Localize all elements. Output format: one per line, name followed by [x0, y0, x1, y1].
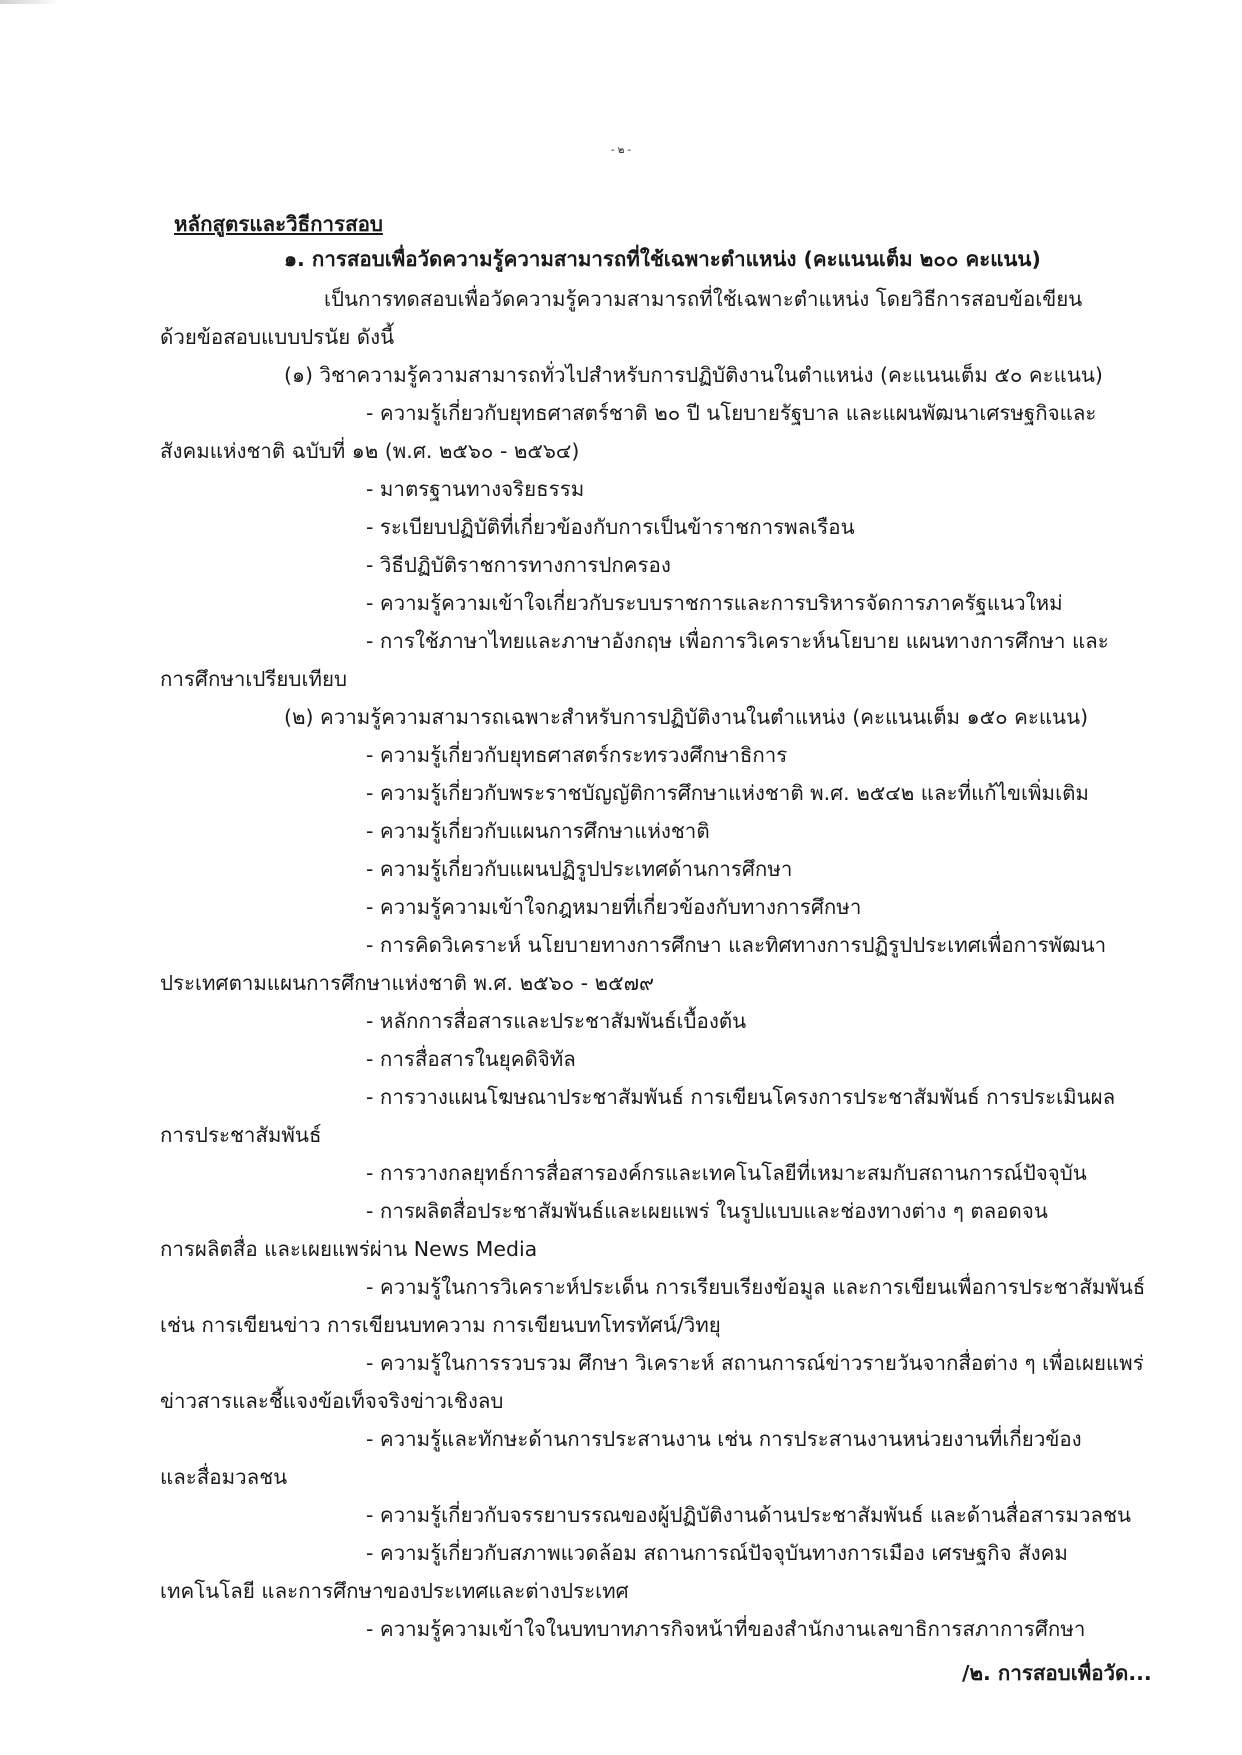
list-item-continuation: การผลิตสื่อ และเผยแพร่ผ่าน News Media: [160, 1237, 538, 1261]
list-item: - ความรู้เกี่ยวกับจรรยาบรรณของผู้ปฏิบัติงานด้านประชาสัมพันธ์ และด้านสื่อสารมวลชน: [366, 1503, 1132, 1527]
list-item-continuation: เทคโนโลยี และการศึกษาของประเทศและต่างประเทศ: [160, 1579, 629, 1603]
list-item: - ความรู้เกี่ยวกับสภาพแวดล้อม สถานการณ์ปัจจุบันทางการเมือง เศรษฐกิจ สังคม: [366, 1541, 1068, 1565]
list-item: - หลักการสื่อสารและประชาสัมพันธ์เบื้องต้น: [366, 1009, 747, 1033]
list-item: - ความรู้ความเข้าใจกฎหมายที่เกี่ยวข้องกับทางการศึกษา: [366, 895, 862, 919]
subsection-2-heading: (๒) ความรู้ความสามารถเฉพาะสำหรับการปฏิบัติงานในตำแหน่ง (คะแนนเต็ม ๑๕๐ คะแนน): [284, 705, 1089, 729]
list-item: - ความรู้เกี่ยวกับยุทธศาสตร์ชาติ ๒๐ ปี นโยบายรัฐบาล และแผนพัฒนาเศรษฐกิจและ: [366, 401, 1097, 425]
list-item: - ความรู้เกี่ยวกับแผนการศึกษาแห่งชาติ: [366, 819, 710, 843]
list-item: - การผลิตสื่อประชาสัมพันธ์และเผยแพร่ ในรูปแบบและช่องทางต่าง ๆ ตลอดจน: [366, 1199, 1048, 1223]
list-item: - การใช้ภาษาไทยและภาษาอังกฤษ เพื่อการวิเคราะห์นโยบาย แผนทางการศึกษา และ: [366, 629, 1109, 653]
list-item: - ความรู้ในการรวบรวม ศึกษา วิเคราะห์ สถานการณ์ข่าวรายวันจากสื่อต่าง ๆ เพื่อเผยแพร่: [366, 1351, 1144, 1375]
list-item: - ความรู้ในการวิเคราะห์ประเด็น การเรียบเรียงข้อมูล และการเขียนเพื่อการประชาสัมพันธ์: [366, 1275, 1146, 1299]
list-item: - ระเบียบปฏิบัติที่เกี่ยวข้องกับการเป็นข้าราชการพลเรือน: [366, 515, 855, 539]
list-item: - การวางแผนโฆษณาประชาสัมพันธ์ การเขียนโครงการประชาสัมพันธ์ การประเมินผล: [366, 1085, 1116, 1109]
list-item: - การสื่อสารในยุคดิจิทัล: [366, 1047, 576, 1071]
list-item: - การคิดวิเคราะห์ นโยบายทางการศึกษา และทิศทางการปฏิรูปประเทศเพื่อการพัฒนา: [366, 933, 1107, 957]
list-item-continuation: การศึกษาเปรียบเทียบ: [160, 667, 347, 691]
intro-line-2: ด้วยข้อสอบแบบปรนัย ดังนี้: [160, 325, 395, 349]
list-item-continuation: และสื่อมวลชน: [160, 1465, 288, 1489]
intro-line-1: เป็นการทดสอบเพื่อวัดความรู้ความสามารถที่ใช้เฉพาะตำแหน่ง โดยวิธีการสอบข้อเขียน: [324, 287, 1083, 311]
section-1-heading: ๑. การสอบเพื่อวัดความรู้ความสามารถที่ใช้เฉพาะตำแหน่ง (คะแนนเต็ม ๒๐๐ คะแนน): [284, 247, 1041, 271]
page-number: - ๒ -: [610, 145, 632, 156]
page-title: หลักสูตรและวิธีการสอบ: [174, 212, 383, 236]
list-item: - ความรู้เกี่ยวกับแผนปฏิรูปประเทศด้านการศึกษา: [366, 857, 793, 881]
list-item: - ความรู้ความเข้าใจในบทบาทภารกิจหน้าที่ของสำนักงานเลขาธิการสภาการศึกษา: [366, 1617, 1086, 1641]
subsection-1-heading: (๑) วิชาความรู้ความสามารถทั่วไปสำหรับการปฏิบัติงานในตำแหน่ง (คะแนนเต็ม ๕๐ คะแนน): [284, 363, 1103, 387]
list-item: - ความรู้ความเข้าใจเกี่ยวกับระบบราชการและการบริหารจัดการภาครัฐแนวใหม่: [366, 591, 1063, 615]
list-item: - ความรู้เกี่ยวกับยุทธศาสตร์กระทรวงศึกษาธิการ: [366, 743, 788, 767]
scan-edge-mark: [0, 0, 60, 4]
list-item: - ความรู้เกี่ยวกับพระราชบัญญัติการศึกษาแห่งชาติ พ.ศ. ๒๕๔๒ และที่แก้ไขเพิ่มเติม: [366, 781, 1089, 805]
list-item: - มาตรฐานทางจริยธรรม: [366, 477, 585, 501]
list-item-continuation: การประชาสัมพันธ์: [160, 1123, 322, 1147]
list-item-continuation: ข่าวสารและชี้แจงข้อเท็จจริงข่าวเชิงลบ: [160, 1389, 504, 1413]
list-item-continuation: สังคมแห่งชาติ ฉบับที่ ๑๒ (พ.ศ. ๒๕๖๐ - ๒๕๖๔): [160, 439, 580, 463]
continuation-footer: /๒. การสอบเพื่อวัด...: [962, 1661, 1152, 1685]
list-item-continuation: เช่น การเขียนข่าว การเขียนบทความ การเขียนบทโทรทัศน์/วิทยุ: [160, 1313, 721, 1337]
list-item-continuation: ประเทศตามแผนการศึกษาแห่งชาติ พ.ศ. ๒๕๖๐ - ๒๕๗๙: [160, 971, 655, 995]
list-item: - การวางกลยุทธ์การสื่อสารองค์กรและเทคโนโลยีที่เหมาะสมกับสถานการณ์ปัจจุบัน: [366, 1161, 1087, 1185]
list-item: - ความรู้และทักษะด้านการประสานงาน เช่น การประสานงานหน่วยงานที่เกี่ยวข้อง: [366, 1427, 1082, 1451]
list-item: - วิธีปฏิบัติราชการทางการปกครอง: [366, 553, 671, 577]
